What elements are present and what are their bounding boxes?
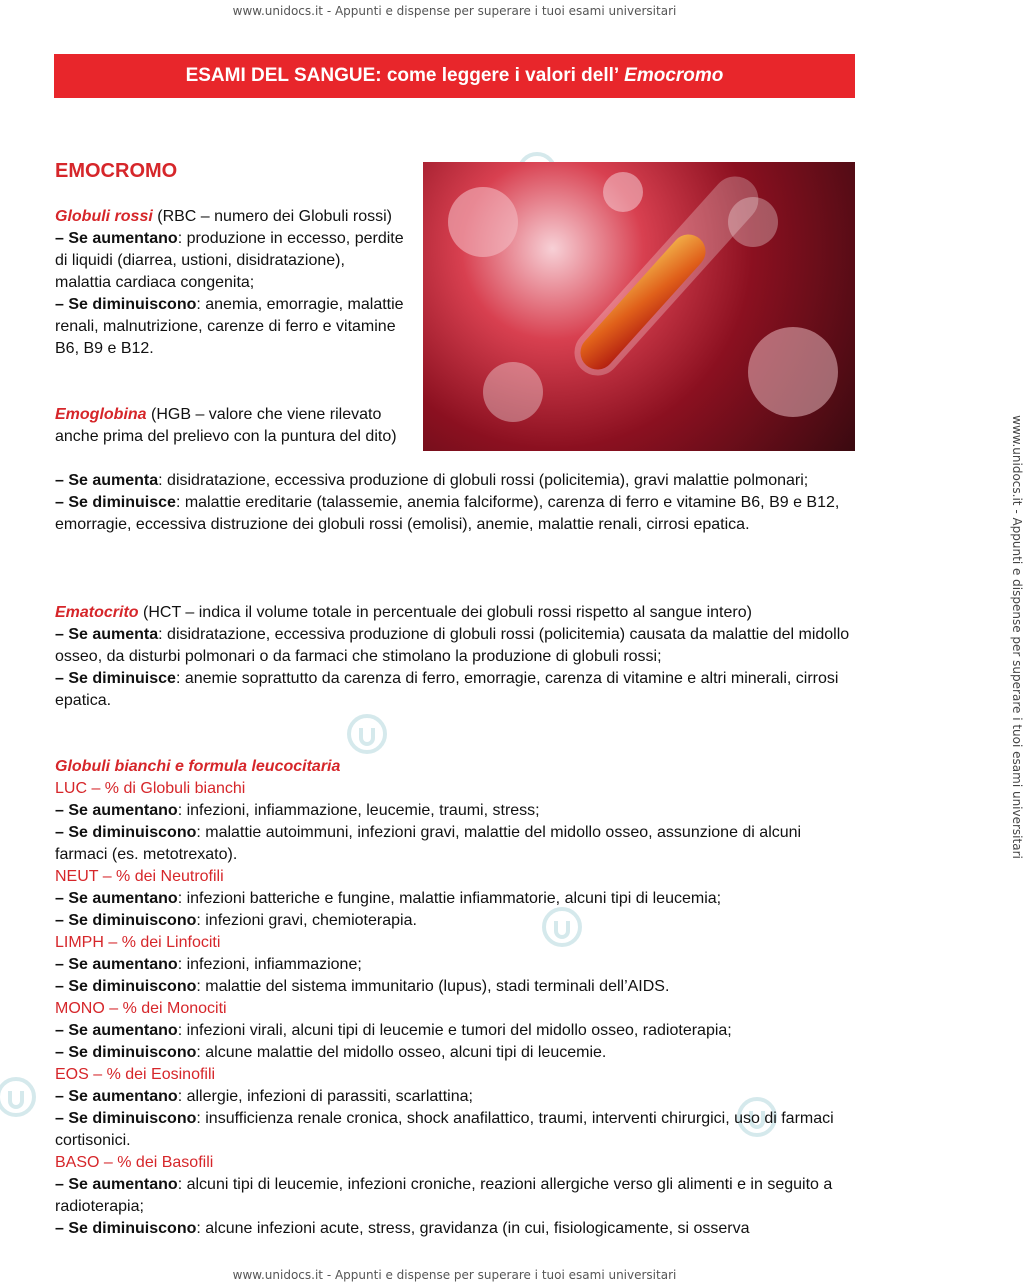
hgb-details [55, 470, 855, 536]
rbc-desc: (RBC – numero dei Globuli rossi) [152, 208, 392, 225]
rbc-up-text: : produzione in eccesso, perdite di liquidi (diarrea, ustioni, disidratazione), malattia cardiaca congenita; [55, 230, 404, 291]
wbc-down-text: : infezioni gravi, chemioterapia. [196, 912, 417, 929]
title-italic: Emocromo [624, 65, 724, 86]
watermark-top: www.unidocs.it - Appunti e dispense per superare i tuoi esami universitari [232, 4, 677, 18]
wbc-up-label: – Se aumentano [55, 1088, 178, 1105]
wbc-up-label: – Se aumentano [55, 1022, 178, 1039]
wbc-down-text: : alcune malattie del midollo osseo, alcuni tipi di leucemie. [196, 1044, 607, 1061]
wbc-item-name: BASO – % dei Basofili [55, 1154, 214, 1171]
document-title-banner [54, 54, 855, 98]
wbc-up-text: : alcuni tipi di leucemie, infezioni croniche, reazioni allergiche verso gli alimenti e in seguito a radioterapia; [55, 1176, 833, 1215]
watermark-right: www.unidocs.it - Appunti e dispense per superare i tuoi esami universitari [1010, 415, 1024, 859]
hgb-name: Emoglobina [55, 406, 147, 423]
hgb-up-label: – Se aumenta [55, 472, 159, 489]
unidocs-logo-icon [345, 712, 389, 756]
rbc-down-text: : anemia, emorragie, malattie renali, malnutrizione, carenze di ferro e vitamine B6, B9 e B12. [55, 296, 404, 357]
hct-up-label: – Se aumenta [55, 626, 159, 643]
wbc-item-name: MONO – % dei Monociti [55, 1000, 227, 1017]
wbc-down-label: – Se diminuiscono [55, 912, 197, 929]
hgb-intro [55, 404, 405, 448]
wbc-up-text: : infezioni batteriche e fungine, malattie infiammatorie, alcuni tipi di leucemia; [177, 890, 722, 907]
hct-up-text: : disidratazione, eccessiva produzione di globuli rossi (policitemia) causata da malattie del midollo osseo, da disturbi polmonari o da farmaci che stimolano la produzione di globuli rossi; [55, 626, 850, 665]
wbc-heading: Globuli bianchi e formula leucocitaria [55, 758, 341, 775]
rbc-down-label: – Se diminuiscono [55, 296, 197, 313]
hct-desc: (HCT – indica il volume totale in percentuale dei globuli rossi rispetto al sangue intero) [138, 604, 752, 621]
hct-block [55, 602, 855, 712]
wbc-up-label: – Se aumentano [55, 802, 178, 819]
wbc-down-text: : malattie del sistema immunitario (lupus), stadi terminali dell’AIDS. [196, 978, 670, 995]
wbc-down-text: : alcune infezioni acute, stress, gravidanza (in cui, fisiologicamente, si osserva [196, 1220, 750, 1237]
wbc-item-name: LIMPH – % dei Linfociti [55, 934, 221, 951]
wbc-down-text: : malattie autoimmuni, infezioni gravi, malattie del midollo osseo, assunzione di alcuni farmaci (es. metotrexato). [55, 824, 802, 863]
test-tube-illustration [423, 162, 855, 451]
blood-test-tube-photo [423, 162, 855, 451]
hgb-down-label: – Se diminuisce [55, 494, 176, 511]
hgb-up-text: : disidratazione, eccessiva produzione di globuli rossi (policitemia), gravi malattie polmonari; [158, 472, 809, 489]
hgb-desc: (HGB – valore che viene rilevato anche prima del prelievo con la puntura del dito) [55, 406, 397, 445]
wbc-up-label: – Se aumentano [55, 1176, 178, 1193]
watermark-bottom: www.unidocs.it - Appunti e dispense per superare i tuoi esami universitari [232, 1268, 677, 1282]
wbc-down-label: – Se diminuiscono [55, 978, 197, 995]
wbc-up-text: : allergie, infezioni di parassiti, scarlattina; [177, 1088, 473, 1105]
wbc-item-name: EOS – % dei Eosinofili [55, 1066, 216, 1083]
rbc-up-label: – Se aumentano [55, 230, 178, 247]
unidocs-logo-icon [0, 1075, 38, 1119]
wbc-up-text: : infezioni, infiammazione, leucemie, traumi, stress; [177, 802, 540, 819]
wbc-down-label: – Se diminuiscono [55, 824, 197, 841]
wbc-up-label: – Se aumentano [55, 956, 178, 973]
wbc-block [55, 756, 855, 1240]
rbc-block [55, 206, 405, 360]
hgb-down-text: : malattie ereditarie (talassemie, anemia falciforme), carenza di ferro e vitamine B6, B9 e B12, emorragie, eccessiva distruzione dei globuli rossi (emolisi), anemie, malattie renali, cirrosi epatica. [55, 494, 840, 533]
wbc-down-text: : insufficienza renale cronica, shock anafilattico, traumi, interventi chirurgici, uso di farmaci cortisonici. [55, 1110, 834, 1149]
hct-name: Ematocrito [55, 604, 139, 621]
wbc-down-label: – Se diminuiscono [55, 1220, 197, 1237]
wbc-up-text: : infezioni, infiammazione; [177, 956, 362, 973]
wbc-up-text: : infezioni virali, alcuni tipi di leucemie e tumori del midollo osseo, radioterapia; [177, 1022, 732, 1039]
wbc-down-label: – Se diminuiscono [55, 1044, 197, 1061]
title-main: ESAMI DEL SANGUE: come leggere i valori dell’ [185, 65, 620, 86]
section-heading: EMOCROMO [55, 160, 178, 182]
hct-down-label: – Se diminuisce [55, 670, 176, 687]
wbc-item-name: LUC – % di Globuli bianchi [55, 780, 246, 797]
wbc-up-label: – Se aumentano [55, 890, 178, 907]
rbc-name: Globuli rossi [55, 208, 153, 225]
wbc-down-label: – Se diminuiscono [55, 1110, 197, 1127]
hct-down-text: : anemie soprattutto da carenza di ferro, emorragie, carenza di vitamine e altri minerali, cirrosi epatica. [55, 670, 839, 709]
wbc-item-name: NEUT – % dei Neutrofili [55, 868, 224, 885]
